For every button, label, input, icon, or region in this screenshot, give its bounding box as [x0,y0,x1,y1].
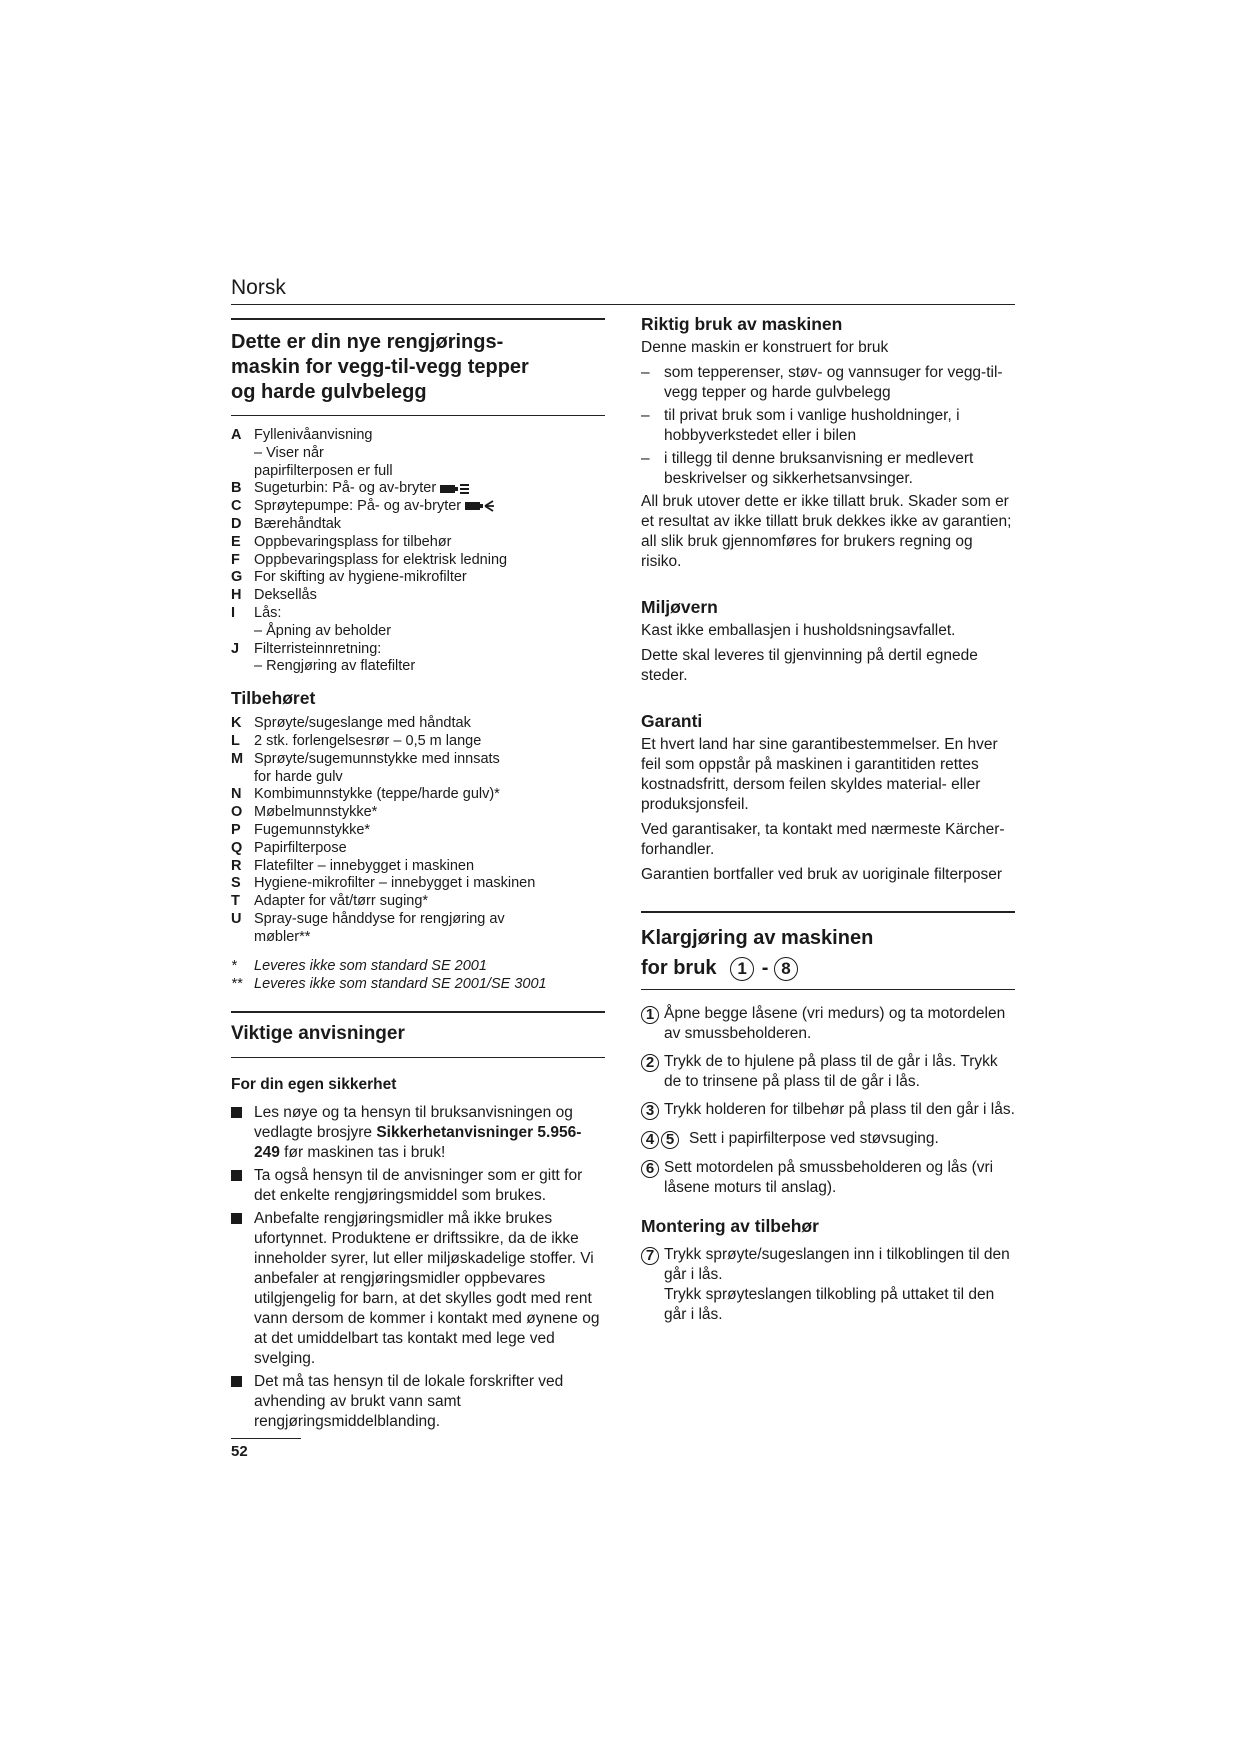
list-item: Q Papirfilterpose [231,839,347,856]
list-item: – Rengjøring av flatefilter [254,658,416,675]
list-item: – Viser når [254,444,324,461]
important-title: Viktige anvisninger [231,1022,405,1044]
list-item: L 2 stk. forlengelsesrør – 0,5 m lange [231,732,482,749]
list-item: N Kombimunnstykke (teppe/harde gulv)* [231,786,500,803]
step-item: 7 Trykk sprøyte/sugeslangen inn i tilkoblingen til den går i lås. Trykk sprøyteslangen tilkobling på uttaket til den går i lås. [641,1245,1015,1325]
list-item: O Møbelmunnstykke* [231,804,378,821]
prep-rule-bottom [641,989,1015,990]
suction-switch-icon [440,482,470,496]
list-item: Det må tas hensyn til de lokale forskrifter ved avhending av brukt vann samt rengjøringsmiddelblanding. [231,1372,605,1432]
step-number-icon: 3 [641,1102,659,1120]
list-item: – til privat bruk som i vanlige husholdninger, i hobbyverkstedet eller i bilen [641,407,960,444]
page-number: 52 [231,1442,248,1460]
language-label: Norsk [231,276,286,299]
list-item: F Oppbevaringsplass for elektrisk ledning [231,551,508,568]
footnote: * Leveres ikke som standard SE 2001 [231,957,487,974]
list-item: – i tillegg til denne bruksanvisning er medlevert beskrivelser og sikkerhetsanvsinger. [641,450,974,487]
list-item: – som tepperenser, støv- og vannsuger for vegg-til-vegg tepper og harde gulvbelegg [641,364,1003,401]
list-item: M Sprøyte/sugemunnstykke med innsats [231,750,500,767]
list-item: – Åpning av beholder [254,622,392,639]
mount-heading: Montering av tilbehør [641,1216,819,1236]
list-item: papirfilterposen er full [254,462,393,479]
safety-list [231,1103,605,1432]
list-item: R Flatefilter – innebygget i maskinen [231,857,475,874]
list-item: B Sugeturbin: På- og av-bryter [231,480,605,498]
step-item: 6 Sett motordelen på smussbeholderen og lås (vri låsene moturs til anslag). [641,1158,1015,1198]
step-number-icon: 1 [730,957,754,981]
list-item: for harde gulv [254,768,343,785]
list-item: P Fugemunnstykke* [231,821,371,838]
step-item: 1 Åpne begge låsene (vri medurs) og ta motordelen av smussbeholderen. [641,1004,1015,1044]
bullet-square-icon [231,1170,242,1181]
section-rule-bottom [231,1057,605,1058]
step-number-icon: 5 [661,1131,679,1149]
step-number-icon: 8 [774,957,798,981]
list-item: K Sprøyte/sugeslange med håndtak [231,715,471,732]
step-number-icon: 4 [641,1131,659,1149]
list-item: U Spray-suge hånddyse for rengjøring av [231,910,505,927]
prep-rule-top [641,911,1015,913]
accessories-list [231,715,605,946]
list-item: T Adapter for våt/tørr suging* [231,893,429,910]
step-number-icon: 2 [641,1054,659,1072]
list-item: C Sprøytepumpe: På- og av-bryter [231,498,605,516]
footnote: ** Leveres ikke som standard SE 2001/SE 3001 [231,975,547,992]
prep-title: Klargjøring av maskinen for bruk 1 - 8 [641,927,874,979]
list-item: A Fyllenivåanvisning [231,427,373,443]
list-item: G For skifting av hygiene-mikrofilter [231,569,467,586]
header-rule [231,304,1015,305]
accessories-heading: Tilbehøret [231,688,316,709]
environment-text-2: Dette skal leveres til gjenvinning på dertil egnede steder. [641,647,978,684]
step-item: 3 Trykk holderen for tilbehør på plass til den går i lås. [641,1100,1015,1121]
list-item: Les nøye og ta hensyn til bruksanvisningen og vedlagte brosjyre Sikkerhetanvisninger 5.956-249 før maskinen tas i bruk! [231,1103,605,1163]
proper-use-heading: Riktig bruk av maskinen [641,314,843,334]
bullet-square-icon [231,1107,242,1118]
step-number-icon: 7 [641,1247,659,1265]
list-item: I Lås: [231,604,282,621]
title-rule-bottom [231,415,605,416]
footnotes [231,957,605,993]
proper-use-intro: Denne maskin er konstruert for bruk [641,339,889,356]
main-title: Dette er din nye rengjørings- maskin for vegg-til-vegg tepper og harde gulvbelegg [231,331,529,403]
spray-pump-switch-icon [465,499,495,513]
step-item: 2 Trykk de to hjulene på plass til de går i lås. Trykk de to trinsene på plass til de går i lås. [641,1052,1015,1092]
title-rule-top [231,318,605,320]
warranty-text-1: Et hvert land har sine garantibestemmelser. En hver feil som oppstår på maskinen i garantitiden rettes kostnadsfritt, dersom feilen skyldes material- eller produksjonsfeil. [641,736,998,813]
warranty-heading: Garanti [641,711,703,731]
list-item: E Oppbevaringsplass for tilbehør [231,533,452,550]
section-rule-top [231,1011,605,1013]
right-column [641,314,1015,1333]
environment-heading: Miljøvern [641,597,718,617]
safety-heading: For din egen sikkerhet [231,1075,397,1093]
bullet-square-icon [231,1376,242,1387]
list-item: møbler** [254,928,311,945]
step-number-icon: 6 [641,1160,659,1178]
list-item: H Deksellås [231,587,317,604]
page-number-rule [231,1438,301,1439]
list-item: J Filterristeinnretning: [231,640,382,657]
list-item: Ta også hensyn til de anvisninger som er gitt for det enkelte rengjøringsmiddel som brukes. [231,1166,605,1206]
left-column [231,318,605,1460]
list-item: D Bærehåndtak [231,515,342,532]
step-number-icon: 1 [641,1006,659,1024]
list-item: S Hygiene-mikrofilter – innebygget i maskinen [231,875,536,892]
list-item: Anbefalte rengjøringsmidler må ikke brukes ufortynnet. Produktene er driftssikre, da de ikke inneholder syrer, lut eller miljøskadelige stoffer. Vi anbefaler at rengjøringsmidler oppbevares utilgjengelig for barn, at det skylles godt med rent vann dersom de kommer i kontakt med øynene og at det umiddelbart tas kontakt med lege ved svelging. [231,1209,605,1369]
environment-text-1: Kast ikke emballasjen i husholdsningsavfallet. [641,622,956,639]
warranty-text-2: Ved garantisaker, ta kontakt med nærmeste Kärcher-forhandler. [641,821,1005,858]
parts-list [231,427,605,676]
warranty-text-3: Garantien bortfaller ved bruk av uoriginale filterposer [641,866,1002,883]
proper-use-outro: All bruk utover dette er ikke tillatt bruk. Skader som er et resultat av ikke tillatt bruk dekkes ikke av garantien; all slik bruk gjennomføres for brukers regning og risiko. [641,493,1012,570]
bullet-square-icon [231,1213,242,1224]
step-item: 4 5 Sett i papirfilterpose ved støvsuging. [641,1129,1015,1150]
